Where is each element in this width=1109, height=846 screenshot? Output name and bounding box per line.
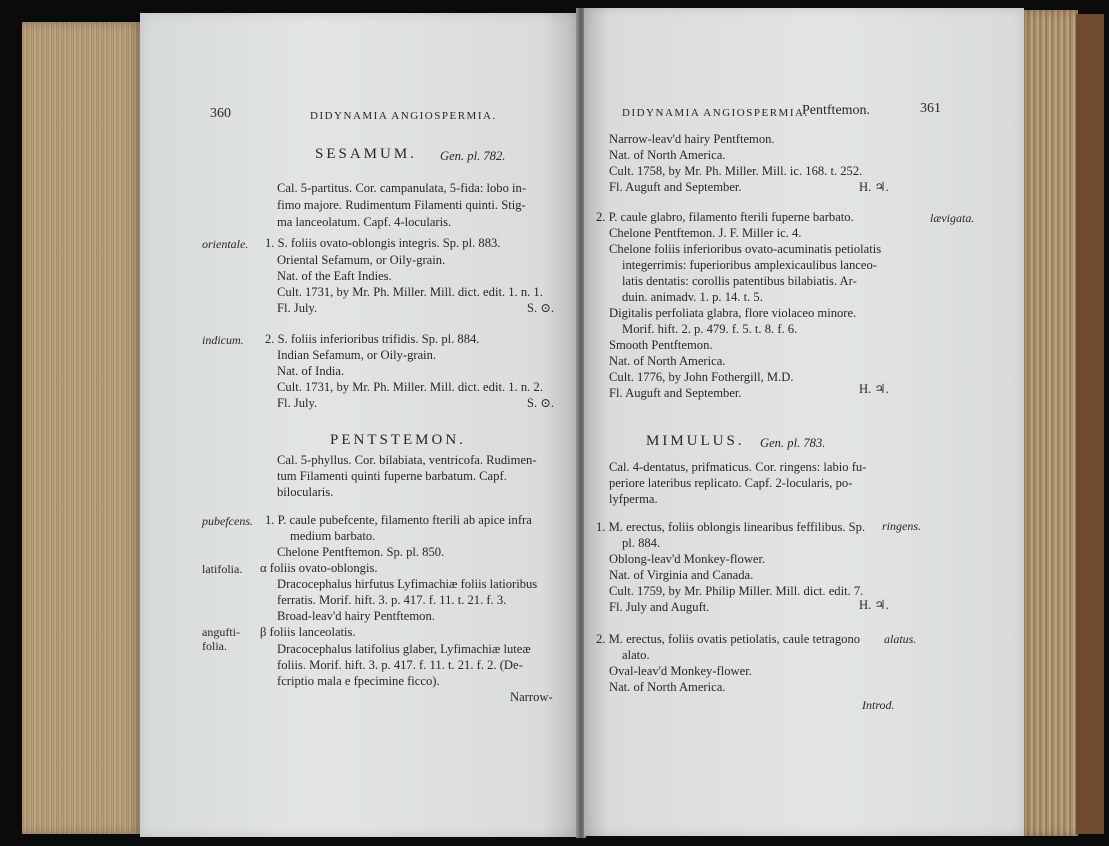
genus-description-line: ma lanceolatum. Capf. 4-locularis. (277, 215, 452, 229)
book-cover-edge (1076, 14, 1104, 834)
genus-description-line: tum Filamenti quinti fuperne barbatum. Capf. (277, 469, 507, 483)
species-line: duin. animadv. 1. p. 14. t. 5. (622, 290, 763, 304)
species-line: Indian Sefamum, or Oily-grain. (277, 348, 437, 362)
page-edges-right (1018, 10, 1078, 836)
variety-line: Broad-leav'd hairy Pentftemon. (277, 609, 435, 623)
species-line: Nat. of North America. (609, 148, 726, 162)
species-line: Fl. July. (277, 396, 318, 410)
running-head: DIDYNAMIA ANGIOSPERMIA. (622, 107, 809, 119)
species-line: Cult. 1731, by Mr. Ph. Miller. Mill. dict. edit. 1. n. 1. (277, 285, 543, 299)
species-line: 2. P. caule glabro, filamento fterili fuperne barbato. (596, 210, 854, 224)
species-line: Fl. Auguft and September. (609, 180, 742, 194)
species-line: pl. 884. (622, 536, 661, 550)
genus-description-line: periore lateribus replicato. Capf. 2-locularis, po- (609, 476, 853, 490)
life-symbol: H. ♃. (859, 598, 889, 612)
genus-heading-sesamum: SESAMUM. (315, 146, 417, 162)
variety-line: Dracocephalus hirfutus Lyfimachiæ foliis latioribus (277, 577, 538, 591)
species-line: Oblong-leav'd Monkey-flower. (609, 552, 766, 566)
genus-reference: Gen. pl. 783. (760, 436, 826, 450)
genus-heading-mimulus: MIMULUS. (646, 433, 745, 449)
margin-species-name: ringens. (882, 519, 921, 533)
species-line: medium barbato. (290, 529, 376, 543)
catchword: Narrow- (510, 690, 553, 704)
margin-variety-name: latifolia. (202, 562, 243, 576)
species-line: latis dentatis: corollis patentibus bilabiatis. Ar- (622, 274, 857, 288)
variety-line: β foliis lanceolatis. (260, 625, 356, 639)
margin-variety-name: folia. (202, 639, 227, 653)
species-line: alato. (622, 648, 650, 662)
life-symbol: S. ⊙. (527, 301, 555, 315)
species-line: Nat. of North America. (609, 680, 726, 694)
species-line: Oriental Sefamum, or Oily-grain. (277, 253, 446, 267)
genus-reference: Gen. pl. 782. (440, 149, 506, 163)
species-line: Cult. 1758, by Mr. Ph. Miller. Mill. ic. 168. t. 252. (609, 164, 863, 178)
right-page (584, 8, 1024, 836)
margin-species-name: lævigata. (930, 211, 975, 225)
variety-line: foliis. Morif. hift. 3. p. 417. f. 11. t. 21. f. 2. (De- (277, 658, 523, 672)
species-line: Nat. of India. (277, 364, 345, 378)
genus-heading-pentstemon: PENTSTEMON. (330, 432, 466, 448)
margin-species-name: indicum. (202, 333, 244, 347)
margin-species-name: pubefcens. (202, 514, 253, 528)
life-symbol: H. ♃. (859, 180, 889, 194)
genus-description-line: bilocularis. (277, 485, 334, 499)
species-line: Fl. Auguft and September. (609, 386, 742, 400)
variety-line: fcriptio mala e fpecimine ficco). (277, 674, 440, 688)
left-page (140, 13, 577, 837)
species-line: Digitalis perfoliata glabra, flore violaceo minore. (609, 306, 857, 320)
genus-description-line: lyfperma. (609, 492, 658, 506)
running-head-genus: Pentftemon. (802, 103, 871, 118)
species-line: 1. P. caule pubefcente, filamento fterili ab apice infra (265, 513, 532, 527)
genus-description-line: Cal. 5-phyllus. Cor. bilabiata, ventricofa. Rudimen- (277, 453, 537, 467)
species-line: 2. M. erectus, foliis ovatis petiolatis, caule tetragono (596, 632, 861, 646)
species-line: Fl. July. (277, 301, 318, 315)
species-line: Nat. of Virginia and Canada. (609, 568, 754, 582)
variety-line: ferratis. Morif. hift. 3. p. 417. f. 11. t. 21. f. 3. (277, 593, 507, 607)
genus-description-line: Cal. 5-partitus. Cor. campanulata, 5-fida: lobo in- (277, 181, 527, 195)
species-line: Chelone Pentftemon. Sp. pl. 850. (277, 545, 445, 559)
margin-species-name: orientale. (202, 237, 249, 251)
page-number: 361 (920, 101, 941, 116)
species-line: integerrimis: fuperioribus amplexicaulibus lanceo- (622, 258, 877, 272)
species-line: Morif. hift. 2. p. 479. f. 5. t. 8. f. 6. (622, 322, 798, 336)
life-symbol: S. ⊙. (527, 396, 555, 410)
species-line: Cult. 1776, by John Fothergill, M.D. (609, 370, 794, 384)
genus-description-line: fimo majore. Rudimentum Filamenti quinti. Stig- (277, 198, 526, 212)
species-line: Cult. 1731, by Mr. Ph. Miller. Mill. dict. edit. 1. n. 2. (277, 380, 543, 394)
margin-variety-name: angufti- (202, 625, 240, 639)
species-line: Cult. 1759, by Mr. Philip Miller. Mill. dict. edit. 7. (609, 584, 864, 598)
species-line: Chelone Pentftemon. J. F. Miller ic. 4. (609, 226, 802, 240)
species-line: Oval-leav'd Monkey-flower. (609, 664, 752, 678)
species-line: Fl. July and Auguft. (609, 600, 710, 614)
species-line: 1. S. foliis ovato-oblongis integris. Sp. pl. 883. (265, 236, 501, 250)
page-edges-left (22, 22, 142, 834)
species-line: Narrow-leav'd hairy Pentftemon. (609, 132, 775, 146)
life-symbol: H. ♃. (859, 382, 889, 396)
species-line: 1. M. erectus, foliis oblongis linearibus feffilibus. Sp. (596, 520, 866, 534)
species-line: Nat. of the Eaft Indies. (277, 269, 392, 283)
margin-species-name: alatus. (884, 632, 917, 646)
page-number: 360 (210, 106, 231, 121)
variety-line: α foliis ovato-oblongis. (260, 561, 378, 575)
catchword: Introd. (862, 698, 895, 712)
running-head: DIDYNAMIA ANGIOSPERMIA. (310, 110, 497, 122)
species-line: Nat. of North America. (609, 354, 726, 368)
species-line: Smooth Pentftemon. (609, 338, 713, 352)
variety-line: Dracocephalus latifolius glaber, Lyfimachiæ luteæ (277, 642, 531, 656)
genus-description-line: Cal. 4-dentatus, prifmaticus. Cor. ringens: labio fu- (609, 460, 867, 474)
species-line: 2. S. foliis inferioribus trifidis. Sp. pl. 884. (265, 332, 480, 346)
species-line: Chelone foliis inferioribus ovato-acuminatis petiolatis (609, 242, 882, 256)
